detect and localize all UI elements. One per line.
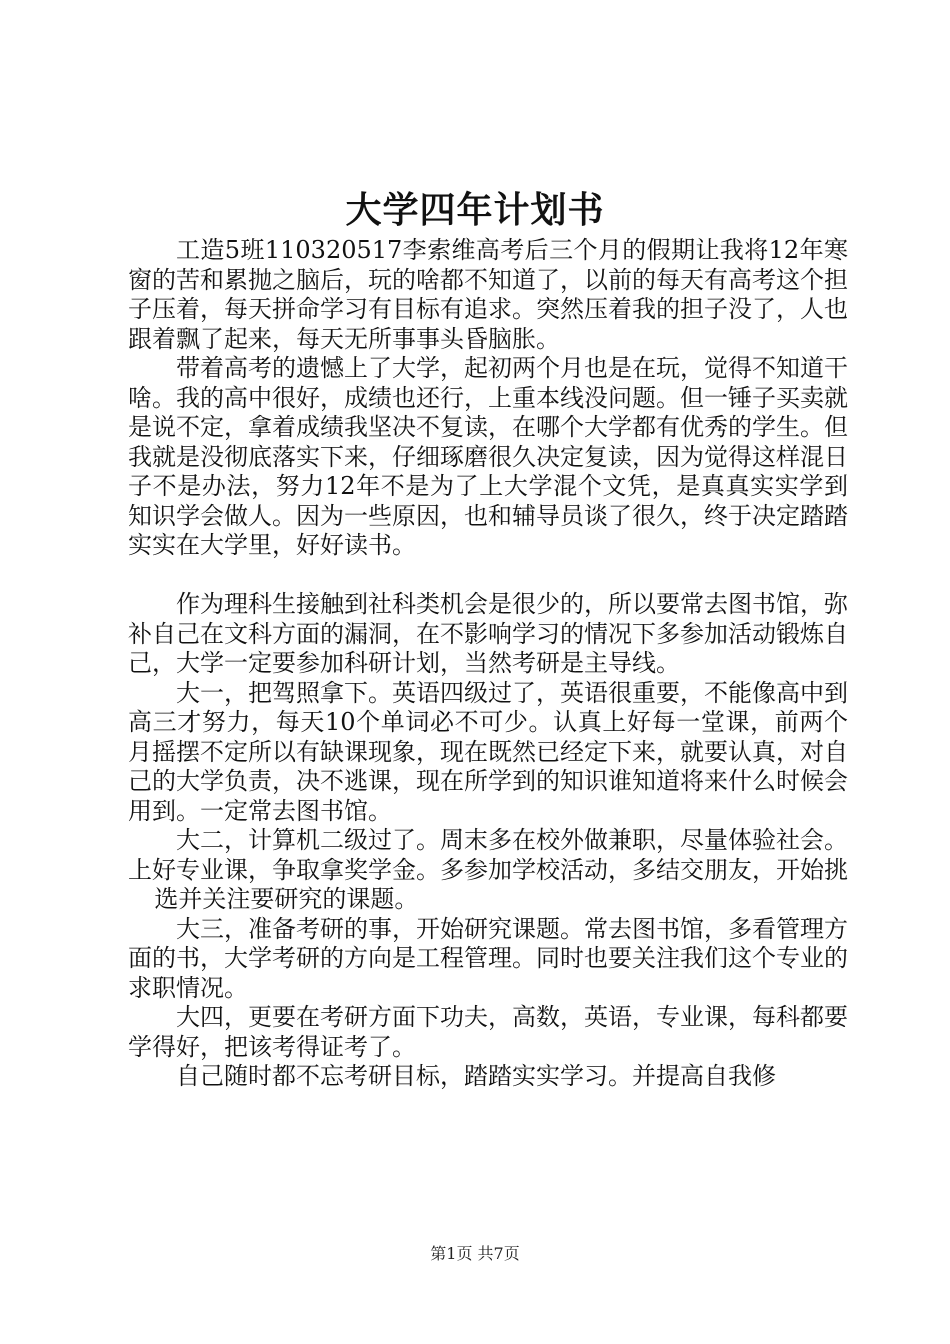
document-title: 大学四年计划书: [345, 189, 605, 231]
paragraph-year-three: 大三，准备考研的事，开始研究课题。常去图书馆，多看管理方面的书，大学考研的方向是工程管理。同时也要关注我们这个专业的求职情况。: [128, 914, 848, 1002]
paragraph-closing: 自己随时都不忘考研目标，踏踏实实学习。并提高自我修: [176, 1062, 776, 1090]
page-footer: 第1页 共7页: [430, 1244, 520, 1263]
paragraph-overall-plan: 作为理科生接触到社科类机会是很少的，所以要常去图书馆，弥补自己在文科方面的漏洞，在不影响学习的情况下多参加活动锻炼自己，大学一定要参加科研计划，当然考研是主导线。: [128, 590, 848, 677]
paragraph-intro: 工造5班110320517李索维高考后三个月的假期让我将12年寒窗的苦和累抛之脑后，玩的啥都不知道了，以前的每天有高考这个担子压着，每天拼命学习有目标有追求。突然压着我的担子没了，人也跟着飘了起来，每天无所事事头昏脑胀。: [128, 236, 848, 353]
paragraph-year-two-continued: 选并关注要研究的课题。: [154, 885, 419, 913]
paragraph-year-four: 大四，更要在考研方面下功夫，高数，英语，专业课，每科都要学得好，把该考得证考了。: [128, 1003, 848, 1061]
paragraph-year-two: 大二，计算机二级过了。周末多在校外做兼职，尽量体验社会。上好专业课，争取拿奖学金。多参加学校活动，多结交朋友，开始挑: [128, 826, 848, 884]
document-body: [128, 236, 848, 1092]
paragraph-year-one: 大一，把驾照拿下。英语四级过了，英语很重要，不能像高中到高三才努力，每天10个单词必不可少。认真上好每一堂课，前两个月摇摆不定所以有缺课现象，现在既然已经定下来，就要认真，对自己的大学负责，决不逃课，现在所学到的知识谁知道将来什么时候会用到。一定常去图书馆。: [128, 678, 848, 825]
paragraph-college-start: 带着高考的遗憾上了大学，起初两个月也是在玩，觉得不知道干啥。我的高中很好，成绩也还行，上重本线没问题。但一锤子买卖就是说不定，拿着成绩我坚决不复读，在哪个大学都有优秀的学生。但我就是没彻底落实下来，仔细琢磨很久决定复读，因为觉得这样混日子不是办法，努力12年不是为了上大学混个文凭，是真真实实学到知识学会做人。因为一些原因，也和辅导员谈了很久，终于决定踏踏实实在大学里，好好读书。: [128, 354, 848, 559]
